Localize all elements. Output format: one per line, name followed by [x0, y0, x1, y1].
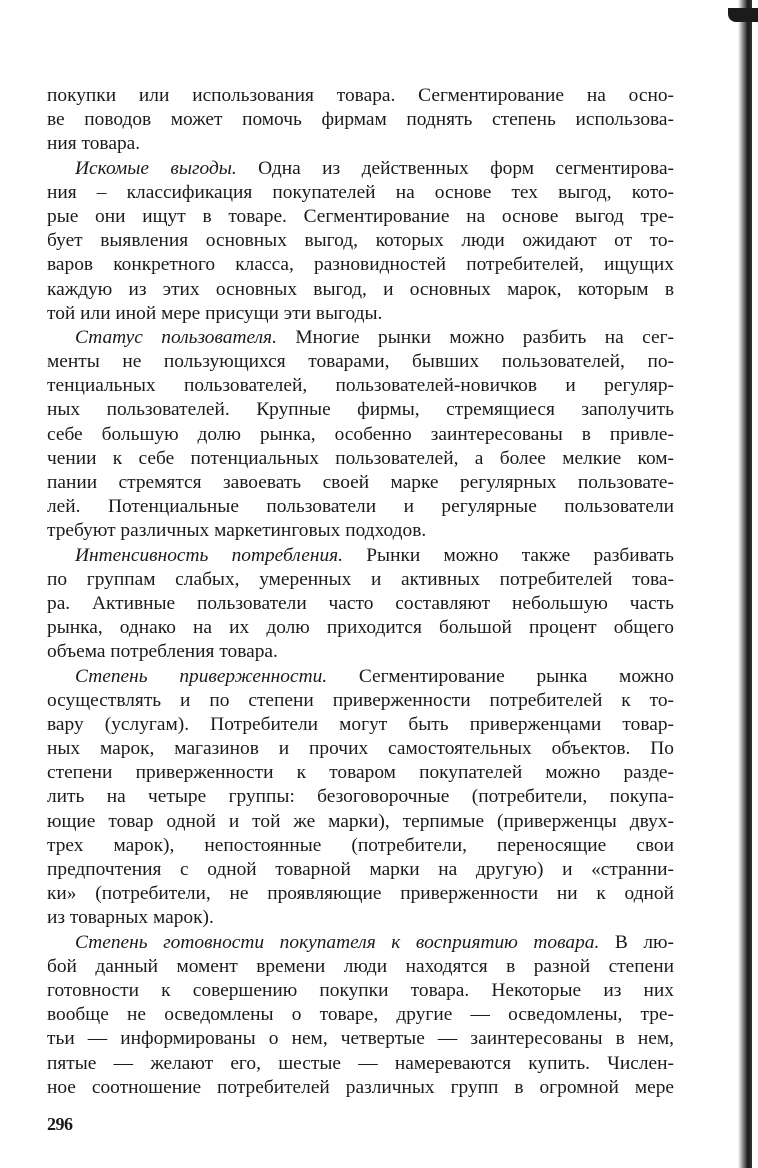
- text-line: [47, 374, 674, 398]
- text-line: [47, 253, 674, 277]
- line-text: ных марок, магазинов и прочих самостоятельных объектов. По: [47, 738, 674, 760]
- line-text: Сегментирование рынка можно: [327, 665, 674, 687]
- line-text: из товарных марок).: [47, 907, 214, 929]
- line-text: ния – классификация покупателей на основе тех выгод, кото-: [47, 181, 674, 203]
- text-line: [47, 1027, 674, 1051]
- book-binding-edge: [738, 0, 752, 1168]
- line-text: В лю-: [599, 931, 674, 953]
- text-line: [47, 326, 674, 350]
- section-term: Статус пользователя.: [75, 326, 277, 348]
- text-line: [47, 955, 674, 979]
- line-text: рынка, однако на их долю приходится большой процент общего: [47, 617, 674, 639]
- text-line: [47, 665, 674, 689]
- book-binding-corner: [728, 8, 758, 22]
- text-line: [47, 931, 674, 955]
- text-line: [47, 132, 674, 156]
- line-text: ки» (потребители, не проявляющие приверженности ни к одной: [47, 883, 674, 905]
- text-line: [47, 882, 674, 906]
- text-line: [47, 858, 674, 882]
- line-text: вару (услугам). Потребители могут быть приверженцами товар-: [47, 713, 674, 735]
- text-line: [47, 205, 674, 229]
- line-text: вообще не осведомлены о товаре, другие — осведомлены, тре-: [47, 1004, 674, 1026]
- text-line: [47, 761, 674, 785]
- text-line: [47, 278, 674, 302]
- text-line: [47, 1003, 674, 1027]
- line-text: чении к себе потенциальных пользователей, а более мелкие ком-: [47, 447, 674, 469]
- line-text: Одна из действенных форм сегментирова-: [236, 157, 675, 179]
- text-line: [47, 713, 674, 737]
- line-text: тенциальных пользователей, пользователей-новичков и регуляр-: [47, 375, 674, 397]
- line-text: рые они ищут в товаре. Сегментирование на основе выгод тре-: [47, 205, 674, 227]
- line-text: объема потребления товара.: [47, 641, 278, 663]
- text-line: [47, 906, 674, 930]
- text-line: [47, 84, 674, 108]
- text-line: [47, 447, 674, 471]
- text-line: [47, 592, 674, 616]
- line-text: ра. Активные пользователи часто составляют небольшую часть: [47, 592, 674, 614]
- line-text: лей. Потенциальные пользователи и регулярные пользователи: [47, 496, 674, 518]
- line-text: требуют различных маркетинговых подходов.: [47, 520, 427, 542]
- text-line: [47, 834, 674, 858]
- text-line: [47, 181, 674, 205]
- line-text: каждую из этих основных выгод, и основных марок, которым в: [47, 278, 674, 300]
- line-text: себе большую долю рынка, особенно заинтересованы в привле-: [47, 423, 674, 445]
- text-line: [47, 423, 674, 447]
- section-term: Степень приверженности.: [75, 665, 328, 687]
- text-line: [47, 471, 674, 495]
- line-text: ное соотношение потребителей различных групп в огромной мере: [47, 1076, 674, 1098]
- line-text: трех марок), непостоянные (потребители, переносящие свои: [47, 834, 674, 856]
- line-text: бует выявления основных выгод, которых люди ожидают от то-: [47, 230, 674, 252]
- text-line: [47, 640, 674, 664]
- line-text: ния товара.: [47, 133, 141, 155]
- line-text: тьи — информированы о нем, четвертые — заинтересованы в нем,: [47, 1028, 674, 1050]
- text-line: [47, 157, 674, 181]
- text-line: [47, 737, 674, 761]
- text-line: [47, 979, 674, 1003]
- text-line: [47, 785, 674, 809]
- line-text: варов конкретного класса, разновидностей потребителей, ищущих: [47, 254, 674, 276]
- line-text: по группам слабых, умеренных и активных потребителей това-: [47, 568, 674, 590]
- line-text: пятые — желают его, шестые — намереваются купить. Числен-: [47, 1052, 674, 1074]
- line-text: предпочтения с одной товарной марки на другую) и «странни-: [47, 859, 674, 880]
- text-line: [47, 544, 674, 568]
- text-line: [47, 568, 674, 592]
- section-term: Искомые выгоды.: [75, 157, 237, 179]
- text-line: [47, 350, 674, 374]
- text-line: [47, 495, 674, 519]
- line-text: ве поводов может помочь фирмам поднять степень использова-: [47, 109, 674, 131]
- line-text: осуществлять и по степени приверженности потребителей к то-: [47, 689, 674, 711]
- text-line: [47, 1052, 674, 1076]
- text-line: [47, 519, 674, 543]
- line-text: менты не пользующихся товарами, бывших пользователей, по-: [47, 351, 674, 373]
- text-line: [47, 302, 674, 326]
- line-text: ных пользователей. Крупные фирмы, стремящиеся заполучить: [47, 399, 674, 421]
- line-text: степени приверженности к товаром покупателей можно разде-: [47, 762, 674, 784]
- line-text: той или иной мере присущи эти выгоды.: [47, 302, 383, 324]
- line-text: ющие товар одной и той же марки), терпимые (приверженцы двух-: [47, 810, 674, 832]
- text-line: [47, 108, 674, 132]
- line-text: Многие рынки можно разбить на сег-: [276, 326, 674, 348]
- section-term: Интенсивность потребления.: [75, 544, 344, 566]
- line-text: бой данный момент времени люди находятся в разной степени: [47, 955, 674, 977]
- text-line: [47, 810, 674, 834]
- line-text: покупки или использования товара. Сегментирование на осно-: [47, 85, 674, 106]
- line-text: лить на четыре группы: безоговорочные (потребители, покупа-: [47, 786, 674, 808]
- line-text: пании стремятся завоевать своей марке регулярных пользовате-: [47, 472, 674, 493]
- text-line: [47, 616, 674, 640]
- line-text: Рынки можно также разбивать: [343, 544, 674, 566]
- section-term: Степень готовности покупателя к восприятию товара.: [75, 931, 600, 953]
- page-body-text: [47, 84, 674, 1100]
- text-line: [47, 1076, 674, 1100]
- text-line: [47, 229, 674, 253]
- line-text: готовности к совершению покупки товара. Некоторые из них: [47, 979, 674, 1001]
- text-line: [47, 398, 674, 422]
- page-number: 296: [47, 1114, 73, 1134]
- text-line: [47, 689, 674, 713]
